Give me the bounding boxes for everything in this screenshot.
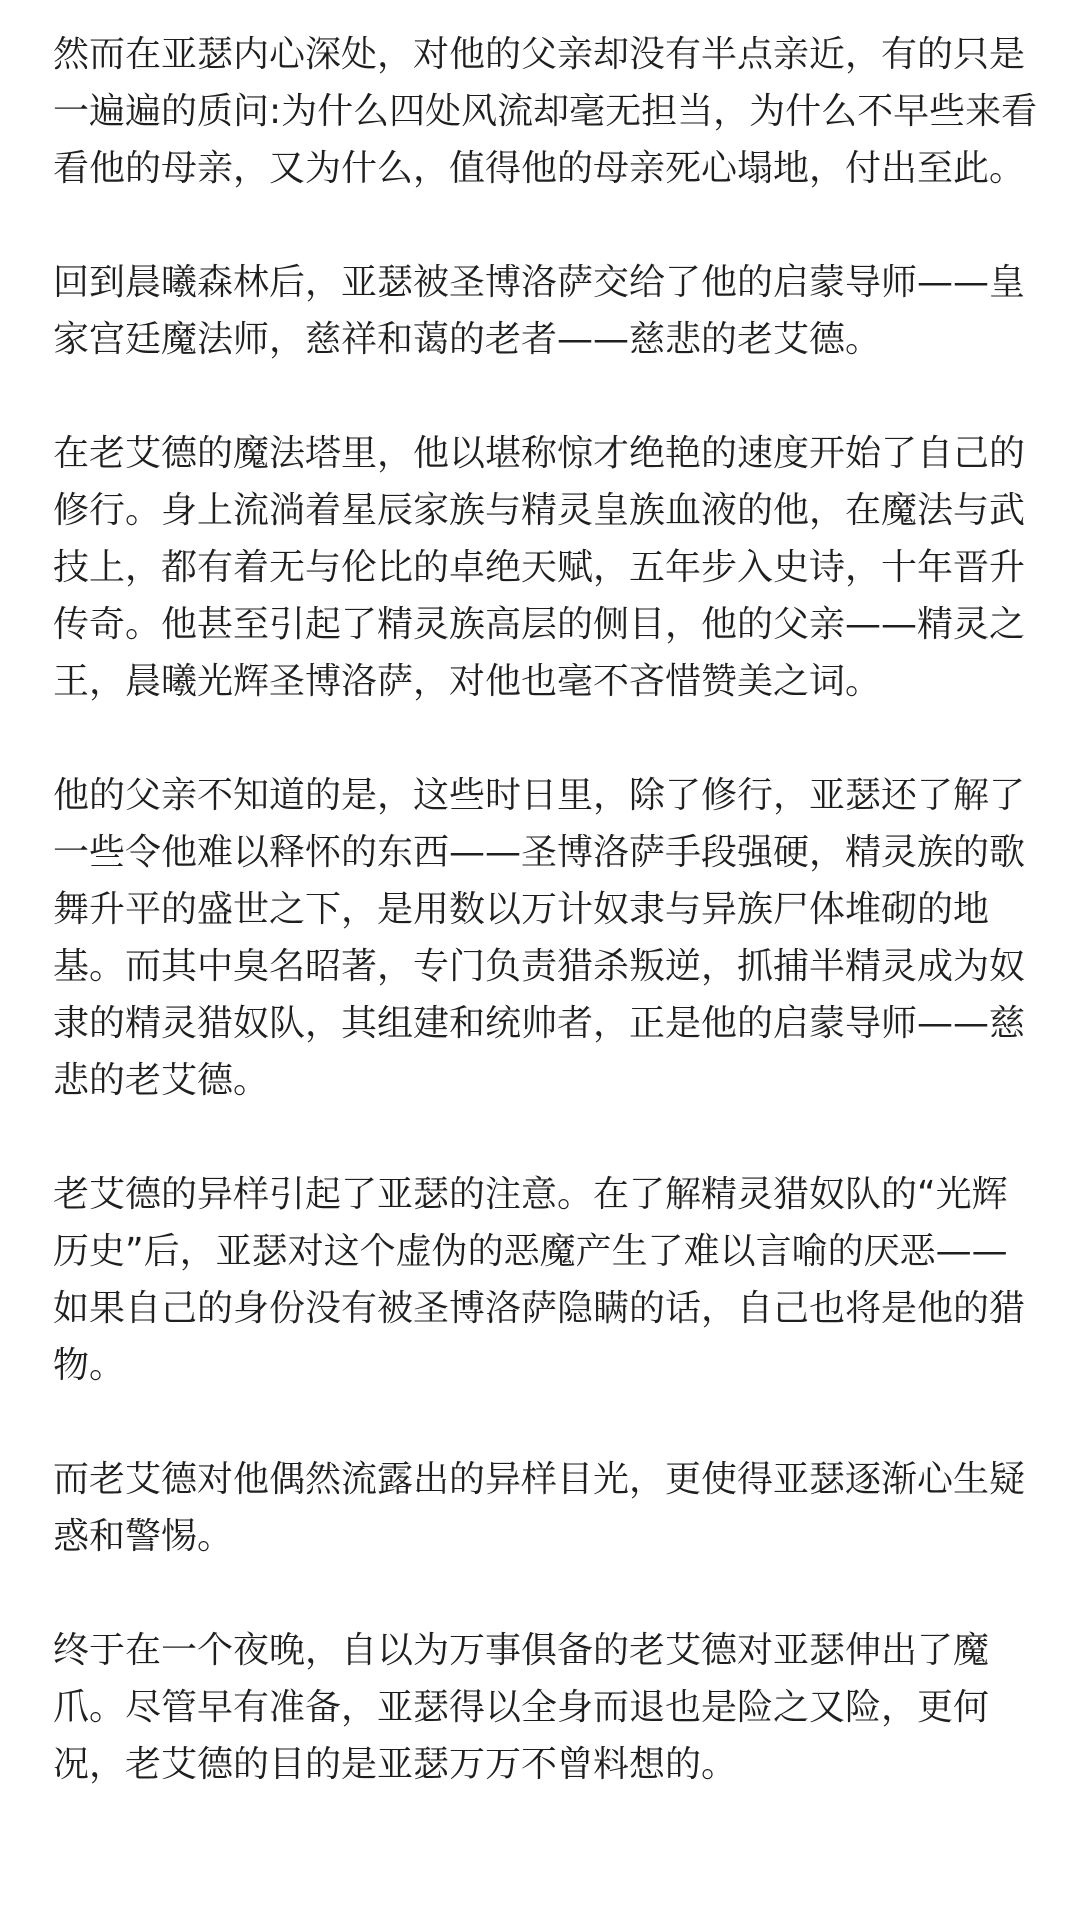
article-body <box>53 26 1043 1793</box>
paragraph-3: 在老艾德的魔法塔里，他以堪称惊才绝艳的速度开始了自己的修行。身上流淌着星辰家族与精灵皇族血液的他，在魔法与武技上，都有着无与伦比的卓绝天赋，五年步入史诗，十年晋升传奇。他甚至引起了精灵族高层的侧目，他的父亲——精灵之王，晨曦光辉圣博洛萨，对他也毫不吝惜赞美之词。 <box>53 433 1026 702</box>
paragraph-6: 而老艾德对他偶然流露出的异样目光，更使得亚瑟逐渐心生疑惑和警惕。 <box>53 1459 1026 1557</box>
paragraph-4: 他的父亲不知道的是，这些时日里，除了修行，亚瑟还了解了一些令他难以释怀的东西——圣博洛萨手段强硬，精灵族的歌舞升平的盛世之下，是用数以万计奴隶与异族尸体堆砌的地基。而其中臭名昭著，专门负责猎杀叛逆，抓捕半精灵成为奴隶的精灵猎奴队，其组建和统帅者，正是他的启蒙导师——慈悲的老艾德。 <box>53 775 1026 1101</box>
paragraph-5: 老艾德的异样引起了亚瑟的注意。在了解精灵猎奴队的“光辉历史”后，亚瑟对这个虚伪的恶魔产生了难以言喻的厌恶——如果自己的身份没有被圣博洛萨隐瞒的话，自己也将是他的猎物。 <box>53 1174 1026 1386</box>
paragraph-7: 终于在一个夜晚，自以为万事俱备的老艾德对亚瑟伸出了魔爪。尽管早有准备，亚瑟得以全身而退也是险之又险，更何况，老艾德的目的是亚瑟万万不曾料想的。 <box>53 1630 990 1785</box>
paragraph-1: 然而在亚瑟内心深处，对他的父亲却没有半点亲近，有的只是一遍遍的质问:为什么四处风流却毫无担当，为什么不早些来看看他的母亲，又为什么，值得他的母亲死心塌地，付出至此。 <box>53 34 1038 189</box>
paragraph-2: 回到晨曦森林后，亚瑟被圣博洛萨交给了他的启蒙导师——皇家宫廷魔法师，慈祥和蔼的老者——慈悲的老艾德。 <box>53 262 1026 360</box>
